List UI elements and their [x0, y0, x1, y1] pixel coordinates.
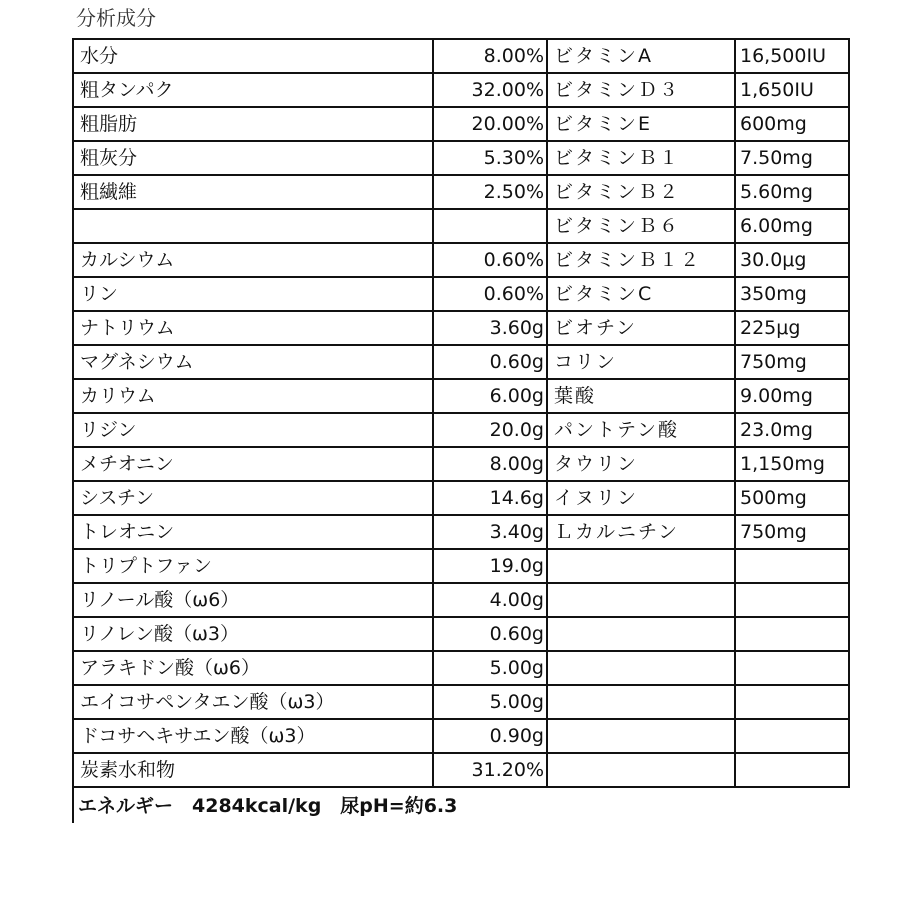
vitamin-value: 600mg — [735, 107, 849, 141]
energy-footer: エネルギー 4284kcal/kg 尿pH=約6.3 — [73, 787, 849, 823]
vitamin-value: 30.0μg — [735, 243, 849, 277]
table-row — [73, 583, 849, 617]
nutrient-name: ナトリウム — [73, 311, 433, 345]
nutrient-name: 粗灰分 — [73, 141, 433, 175]
nutrient-name: メチオニン — [73, 447, 433, 481]
vitamin-value: 1,650IU — [735, 73, 849, 107]
nutrient-value: 32.00% — [433, 73, 547, 107]
nutrient-name: カリウム — [73, 379, 433, 413]
table-row — [73, 447, 849, 481]
analysis-table — [72, 38, 850, 823]
nutrient-value: 8.00g — [433, 447, 547, 481]
table-row — [73, 379, 849, 413]
table-row — [73, 243, 849, 277]
nutrient-value: 31.20% — [433, 753, 547, 787]
table-row — [73, 107, 849, 141]
nutrient-name: ドコサヘキサエン酸（ω3） — [73, 719, 433, 753]
vitamin-name: ビタミンＢ１ — [547, 141, 735, 175]
nutrient-name: アラキドン酸（ω6） — [73, 651, 433, 685]
nutrient-name: 水分 — [73, 39, 433, 73]
nutrient-value: 14.6g — [433, 481, 547, 515]
nutrient-value: 0.60% — [433, 277, 547, 311]
table-row — [73, 685, 849, 719]
vitamin-name — [547, 583, 735, 617]
nutrient-name: トレオニン — [73, 515, 433, 549]
nutrient-value: 5.00g — [433, 651, 547, 685]
vitamin-value — [735, 549, 849, 583]
table-row — [73, 277, 849, 311]
nutrient-name: リノレン酸（ω3） — [73, 617, 433, 651]
vitamin-name: ビタミンＤ３ — [547, 73, 735, 107]
vitamin-value: 23.0mg — [735, 413, 849, 447]
vitamin-name: ビタミンA — [547, 39, 735, 73]
table-row — [73, 617, 849, 651]
nutrient-name: エイコサペンタエン酸（ω3） — [73, 685, 433, 719]
vitamin-name — [547, 617, 735, 651]
vitamin-name: コリン — [547, 345, 735, 379]
vitamin-name: ビタミンＢ６ — [547, 209, 735, 243]
vitamin-value — [735, 685, 849, 719]
nutrient-value: 0.60% — [433, 243, 547, 277]
vitamin-name: パントテン酸 — [547, 413, 735, 447]
nutrient-name: トリプトファン — [73, 549, 433, 583]
vitamin-name — [547, 685, 735, 719]
vitamin-value: 16,500IU — [735, 39, 849, 73]
vitamin-name: ビオチン — [547, 311, 735, 345]
vitamin-value — [735, 753, 849, 787]
table-row — [73, 209, 849, 243]
nutrient-value: 20.0g — [433, 413, 547, 447]
nutrient-value: 0.90g — [433, 719, 547, 753]
vitamin-name: ビタミンE — [547, 107, 735, 141]
nutrient-name — [73, 209, 433, 243]
vitamin-value: 1,150mg — [735, 447, 849, 481]
vitamin-value — [735, 583, 849, 617]
vitamin-value: 225μg — [735, 311, 849, 345]
nutrient-value: 5.30% — [433, 141, 547, 175]
vitamin-value — [735, 719, 849, 753]
nutrient-value — [433, 209, 547, 243]
vitamin-value — [735, 651, 849, 685]
table-row — [73, 515, 849, 549]
vitamin-name: ビタミンＢ２ — [547, 175, 735, 209]
vitamin-value: 6.00mg — [735, 209, 849, 243]
vitamin-name: 葉酸 — [547, 379, 735, 413]
nutrient-name: リン — [73, 277, 433, 311]
nutrient-value: 2.50% — [433, 175, 547, 209]
table-row — [73, 141, 849, 175]
nutrient-name: マグネシウム — [73, 345, 433, 379]
vitamin-value: 350mg — [735, 277, 849, 311]
vitamin-name: タウリン — [547, 447, 735, 481]
vitamin-name — [547, 651, 735, 685]
nutrient-value: 3.40g — [433, 515, 547, 549]
vitamin-name: ビタミンC — [547, 277, 735, 311]
vitamin-name — [547, 549, 735, 583]
vitamin-name: Ｌカルニチン — [547, 515, 735, 549]
nutrient-name: 炭素水和物 — [73, 753, 433, 787]
vitamin-name — [547, 719, 735, 753]
page-title: 分析成分 — [76, 6, 156, 30]
vitamin-value: 750mg — [735, 515, 849, 549]
table-row — [73, 549, 849, 583]
table-row — [73, 413, 849, 447]
nutrient-value: 8.00% — [433, 39, 547, 73]
nutrient-value: 0.60g — [433, 345, 547, 379]
nutrient-value: 0.60g — [433, 617, 547, 651]
table-row — [73, 345, 849, 379]
table-row — [73, 719, 849, 753]
vitamin-value: 9.00mg — [735, 379, 849, 413]
vitamin-name: ビタミンＢ１２ — [547, 243, 735, 277]
nutrient-name: リジン — [73, 413, 433, 447]
table-row — [73, 651, 849, 685]
vitamin-value: 7.50mg — [735, 141, 849, 175]
table-row — [73, 311, 849, 345]
nutrient-name: シスチン — [73, 481, 433, 515]
nutrient-name: 粗繊維 — [73, 175, 433, 209]
nutrient-value: 19.0g — [433, 549, 547, 583]
nutrient-name: カルシウム — [73, 243, 433, 277]
nutrient-name: 粗脂肪 — [73, 107, 433, 141]
table-row — [73, 73, 849, 107]
table-row — [73, 39, 849, 73]
vitamin-value: 500mg — [735, 481, 849, 515]
table-row — [73, 175, 849, 209]
vitamin-value: 5.60mg — [735, 175, 849, 209]
vitamin-value: 750mg — [735, 345, 849, 379]
nutrient-value: 4.00g — [433, 583, 547, 617]
vitamin-name — [547, 753, 735, 787]
nutrient-name: リノール酸（ω6） — [73, 583, 433, 617]
vitamin-name: イヌリン — [547, 481, 735, 515]
nutrient-name: 粗タンパク — [73, 73, 433, 107]
vitamin-value — [735, 617, 849, 651]
nutrient-value: 5.00g — [433, 685, 547, 719]
analysis-table-body — [73, 39, 849, 823]
table-row — [73, 481, 849, 515]
nutrient-value: 3.60g — [433, 311, 547, 345]
nutrient-value: 6.00g — [433, 379, 547, 413]
nutrient-value: 20.00% — [433, 107, 547, 141]
footer-row — [73, 787, 849, 823]
table-row — [73, 753, 849, 787]
